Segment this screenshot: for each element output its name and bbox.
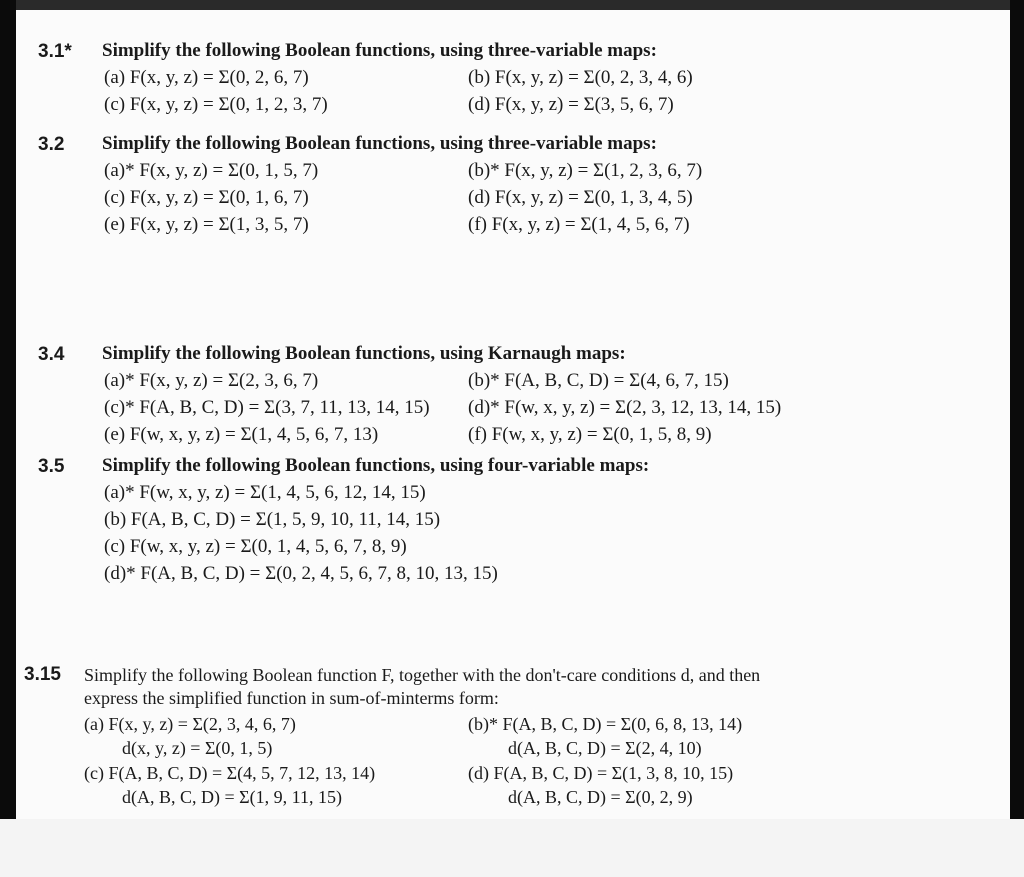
problem-3-15-a-dontcare: d(x, y, z) = Σ(0, 1, 5) <box>122 738 273 758</box>
problem-3-4-c: (c)* F(A, B, C, D) = Σ(3, 7, 11, 13, 14, 15) <box>104 397 430 418</box>
problem-3-4-f: (f) F(w, x, y, z) = Σ(0, 1, 5, 8, 9) <box>468 424 712 445</box>
problem-3-15-d-dontcare: d(A, B, C, D) = Σ(0, 2, 9) <box>508 787 693 807</box>
problem-heading-3-15-line1: Simplify the following Boolean function F, together with the don't-care conditions d, and then <box>84 665 761 685</box>
problem-3-4-e: (e) F(w, x, y, z) = Σ(1, 4, 5, 6, 7, 13) <box>104 424 379 445</box>
problem-3-2-e: (e) F(x, y, z) = Σ(1, 3, 5, 7) <box>104 214 309 235</box>
photo-bottom-margin <box>0 819 1024 877</box>
problem-3-1-d: (d) F(x, y, z) = Σ(3, 5, 6, 7) <box>468 94 674 115</box>
problem-3-4-d: (d)* F(w, x, y, z) = Σ(2, 3, 12, 13, 14, 15) <box>468 397 782 418</box>
problem-3-5-a: (a)* F(w, x, y, z) = Σ(1, 4, 5, 6, 12, 14, 15) <box>104 482 426 503</box>
problem-3-15-c-dontcare: d(A, B, C, D) = Σ(1, 9, 11, 15) <box>122 787 342 807</box>
problem-number-3-15: 3.15 <box>24 664 61 685</box>
problem-3-1-b: (b) F(x, y, z) = Σ(0, 2, 3, 4, 6) <box>468 67 693 88</box>
photo-top-edge <box>0 0 1024 10</box>
problem-number-3-1: 3.1* <box>38 41 72 62</box>
problem-3-2-d: (d) F(x, y, z) = Σ(0, 1, 3, 4, 5) <box>468 187 693 208</box>
problem-heading-3-15-line2: express the simplified function in sum-of-minterms form: <box>84 688 499 708</box>
problem-heading-3-1: Simplify the following Boolean functions, using three-variable maps: <box>102 40 657 61</box>
problem-3-2-a: (a)* F(x, y, z) = Σ(0, 1, 5, 7) <box>104 160 319 181</box>
problem-3-15-a-function: (a) F(x, y, z) = Σ(2, 3, 4, 6, 7) <box>84 714 296 734</box>
problem-number-3-2: 3.2 <box>38 134 65 155</box>
textbook-page <box>16 10 1010 819</box>
problem-3-5-d: (d)* F(A, B, C, D) = Σ(0, 2, 4, 5, 6, 7, 8, 10, 13, 15) <box>104 563 498 584</box>
problem-3-4-a: (a)* F(x, y, z) = Σ(2, 3, 6, 7) <box>104 370 319 391</box>
problem-3-5-b: (b) F(A, B, C, D) = Σ(1, 5, 9, 10, 11, 14, 15) <box>104 509 441 530</box>
problem-heading-3-2: Simplify the following Boolean functions, using three-variable maps: <box>102 133 657 154</box>
problem-3-2-b: (b)* F(x, y, z) = Σ(1, 2, 3, 6, 7) <box>468 160 703 181</box>
photo-left-border <box>0 0 16 877</box>
problem-3-15-b-dontcare: d(A, B, C, D) = Σ(2, 4, 10) <box>508 738 702 758</box>
photo-right-border <box>1010 0 1024 877</box>
problem-heading-3-5: Simplify the following Boolean functions, using four-variable maps: <box>102 455 650 476</box>
problem-3-5-c: (c) F(w, x, y, z) = Σ(0, 1, 4, 5, 6, 7, 8, 9) <box>104 536 407 557</box>
problem-3-1-a: (a) F(x, y, z) = Σ(0, 2, 6, 7) <box>104 67 309 88</box>
problem-3-1-c: (c) F(x, y, z) = Σ(0, 1, 2, 3, 7) <box>104 94 328 115</box>
problem-3-4-b: (b)* F(A, B, C, D) = Σ(4, 6, 7, 15) <box>468 370 729 391</box>
problem-heading-3-4: Simplify the following Boolean functions, using Karnaugh maps: <box>102 343 626 364</box>
problem-3-15-b-function: (b)* F(A, B, C, D) = Σ(0, 6, 8, 13, 14) <box>468 714 743 734</box>
problem-3-2-f: (f) F(x, y, z) = Σ(1, 4, 5, 6, 7) <box>468 214 690 235</box>
problem-3-15-c-function: (c) F(A, B, C, D) = Σ(4, 5, 7, 12, 13, 14) <box>84 763 376 783</box>
problem-3-2-c: (c) F(x, y, z) = Σ(0, 1, 6, 7) <box>104 187 309 208</box>
problem-3-15-d-function: (d) F(A, B, C, D) = Σ(1, 3, 8, 10, 15) <box>468 763 734 783</box>
problem-number-3-5: 3.5 <box>38 456 65 477</box>
problem-number-3-4: 3.4 <box>38 344 65 365</box>
